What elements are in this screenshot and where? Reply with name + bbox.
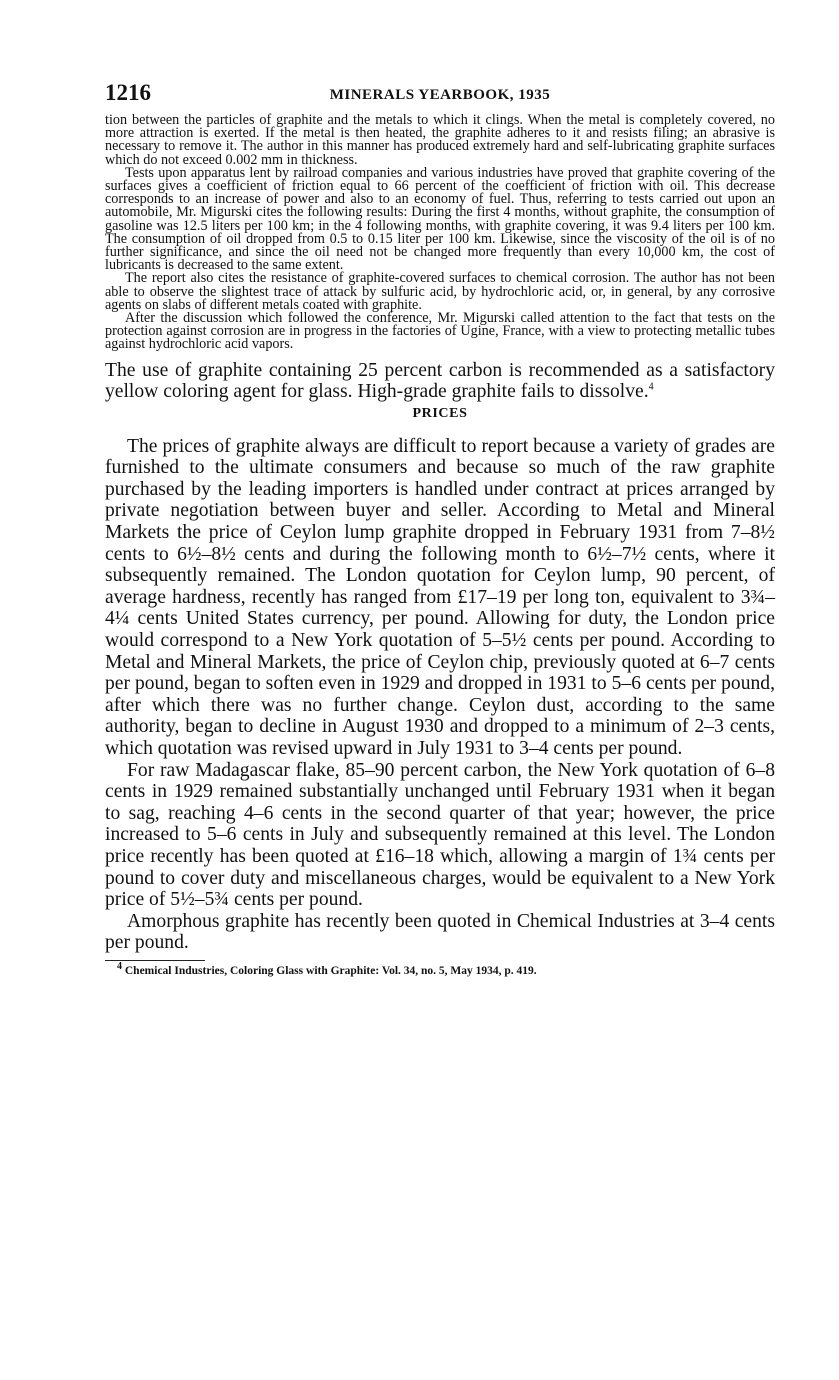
footnote-text: Chemical Industries, Coloring Glass with Graphite: Vol. 34, no. 5, May 1934, p. 419. [124, 964, 537, 977]
paragraph: tion between the particles of graphite and the metals to which it clings. When the metal is completely covered, no more attraction is exerted. If the metal is then heated, the graphite adheres to it and resists filing; an abrasive is necessary to remove it. The author in this manner has produced extremely hard and self-lubricating graphite surfaces which do not exceed 0.002 mm in thickness. [105, 112, 775, 168]
footnote [105, 961, 775, 977]
running-head: MINERALS YEARBOOK, 1935 [329, 87, 551, 103]
glass-paragraph-text: The use of graphite containing 25 percent carbon is recommended as a satisfactory yellow coloring agent for glass. High-grade graphite fails to dissolve. [105, 359, 775, 402]
document-page [105, 80, 775, 977]
page-number: 1216 [105, 80, 151, 105]
paragraph: The report also cites the resistance of graphite-covered surfaces to chemical corrosion. The author has not been able to observe the slightest trace of attack by sulfuric acid, by hydrochloric acid, or, in general, by any corrosive agents on slabs of different metals coated with graphite. [105, 270, 775, 313]
section-heading-prices: PRICES [412, 405, 468, 421]
paragraph: Tests upon apparatus lent by railroad companies and various industries have proved that graphite covering of the surfaces gives a coefficient of friction equal to 66 percent of the coefficient of friction with oil. This decrease corresponds to an increase of power and also to an economy of fuel. Thus, referring to tests carried out upon an automobile, Mr. Migurski cites the following results: During the first 4 months, without graphite, the consumption of gasoline was 12.5 liters per 100 km; in the 4 following months, with graphite covering, it was 9.4 liters per 100 km. The consumption of oil dropped from 0.5 to 0.15 liter per 100 km. Likewise, since the viscosity of the oil is of no further significance, and since the oil need not be changed more frequently than every 10,000 km, the cost of lubricants is decreased to the same extent. [105, 164, 775, 274]
paragraph: After the discussion which followed the conference, Mr. Migurski called attention to the fact that tests on the protection against corrosion are in progress in the factories of Ugine, France, with a view to protecting metallic tubes against hydrochloric acid vapors. [105, 310, 775, 353]
footnote-reference: 4 [648, 381, 654, 393]
paragraph: Amorphous graphite has recently been quoted in Chemical Industries at 3–4 cents per pound. [105, 910, 775, 954]
prices-section [105, 436, 775, 954]
glass-paragraph [105, 360, 775, 402]
footnote-marker: 4 [117, 961, 122, 973]
page-header [105, 80, 775, 114]
paragraph: The prices of graphite always are difficult to report because a variety of grades are furnished to the ultimate consumers and because so much of the raw graphite purchased by the leading importers is handled under contract at prices arranged by private negotiation between buyer and seller. According to Metal and Mineral Markets the price of Ceylon lump graphite dropped in February 1931 from 7–8½ cents to 6½–8½ cents and during the following month to 6½–7½ cents, where it subsequently remained. The London quotation for Ceylon lump, 90 percent, of average hardness, recently has ranged from £17–19 per long ton, equivalent to 3¾–4¼ cents United States currency, per pound. Allowing for duty, the London price would correspond to a New York quotation of 5–5½ cents per pound. According to Metal and Mineral Markets, the price of Ceylon chip, previously quoted at 6–7 cents per pound, began to soften even in 1929 and dropped in 1931 to 5–6 cents per pound, after which there was no further change. Ceylon dust, according to the same authority, began to decline in August 1930 and dropped to a minimum of 2–3 cents, which quotation was revised upward in July 1931 to 3–4 cents per pound. [105, 435, 775, 759]
paragraph: For raw Madagascar flake, 85–90 percent carbon, the New York quotation of 6–8 cents in 1929 remained substantially unchanged until February 1931 when it began to sag, reaching 4–6 cents in the second quarter of that year; however, the price increased to 5–6 cents in July and subsequently remained at this level. The London price recently has been quoted at £16–18 which, allowing a margin of 1¾ cents per pound to cover duty and miscellaneous charges, would be equivalent to a New York price of 5½–5¾ cents per pound. [105, 759, 775, 911]
friction-section [105, 114, 775, 352]
